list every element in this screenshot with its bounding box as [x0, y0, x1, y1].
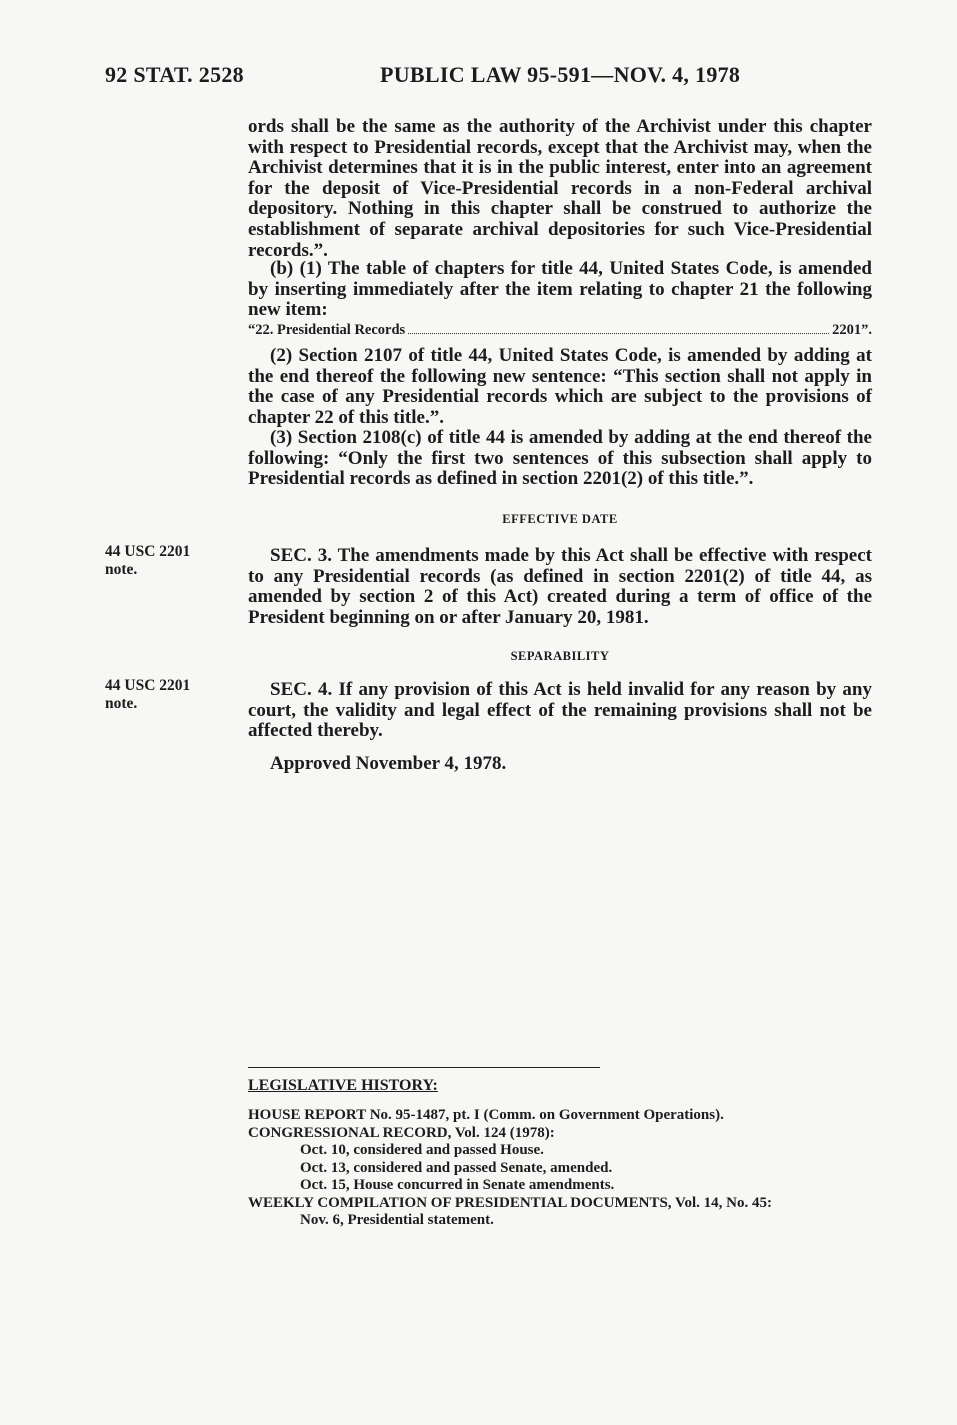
margin-note-sec4: 44 USC 2201 note. — [105, 677, 191, 712]
cr-item: Oct. 10, considered and passed House. — [300, 1142, 544, 1158]
heading-separability: SEPARABILITY — [510, 649, 610, 663]
chapter-item-number: 2201”. — [832, 322, 872, 338]
legislative-history-title: LEGISLATIVE HISTORY: — [248, 1077, 438, 1094]
heading-effective-date: EFFECTIVE DATE — [502, 512, 618, 526]
approval-date: Approved November 4, 1978. — [270, 753, 507, 774]
paragraph-sec-3: SEC. 3. The amendments made by this Act shall be effective with respect to any Presidential records (as defined in section 2201(2) of title 44, as amended by section 2 of this Act) created during a term of office of the President beginning on or after January 20, 1981. — [248, 545, 872, 628]
paragraph-section-2108: (3) Section 2108(c) of title 44 is amended by adding at the end thereof the following: “Only the first two sentences of this subsection shall apply to Presidential records as defined in section 2201(2) of this title.”. — [248, 427, 872, 490]
wc-item: Nov. 6, Presidential statement. — [300, 1212, 494, 1228]
margin-note-sec3: 44 USC 2201 note. — [105, 543, 191, 578]
public-law-title: PUBLIC LAW 95-591—NOV. 4, 1978 — [380, 62, 741, 87]
table-of-chapters-item — [248, 322, 872, 339]
statute-page-number: 92 STAT. 2528 — [105, 62, 244, 87]
cr-item: Oct. 15, House concurred in Senate amendments. — [300, 1177, 615, 1193]
legislative-history-list — [248, 1107, 772, 1230]
paragraph-sec-4: SEC. 4. If any provision of this Act is held invalid for any reason by any court, the validity and legal effect of the remaining provisions shall not be affected thereby. — [248, 679, 872, 742]
paragraph-section-2107: (2) Section 2107 of title 44, United States Code, is amended by adding at the end thereof the following new sentence: “This section shall not apply in the case of any Presidential records which are subject to the provisions of chapter 22 of this title.”. — [248, 345, 872, 428]
congressional-record: CONGRESSIONAL RECORD, Vol. 124 (1978): — [248, 1124, 555, 1141]
section-divider — [248, 1067, 600, 1068]
house-report: HOUSE REPORT No. 95-1487, pt. I (Comm. on Government Operations). — [248, 1107, 724, 1123]
chapter-item-label: “22. Presidential Records — [248, 322, 406, 338]
paragraph-table-amendment: (b) (1) The table of chapters for title 44, United States Code, is amended by inserting immediately after the item relating to chapter 21 the following new item: — [248, 258, 872, 321]
paragraph-archivist-authority: ords shall be the same as the authority of the Archivist under this chapter with respect to Presidential records, except that the Archivist may, when the Archivist determines that it is in the public interest, enter into an agreement for the deposit of Vice-Presidential records in a non-Federal archival depository. Nothing in this chapter shall be construed to authorize the establishment of separate archival depositories for such Vice-Presidential records.”. — [248, 116, 872, 261]
weekly-compilation: WEEKLY COMPILATION OF PRESIDENTIAL DOCUMENTS, Vol. 14, No. 45: — [248, 1194, 772, 1211]
cr-item: Oct. 13, considered and passed Senate, amended. — [300, 1159, 613, 1176]
page-header — [105, 62, 872, 92]
leader-dots — [408, 333, 829, 334]
